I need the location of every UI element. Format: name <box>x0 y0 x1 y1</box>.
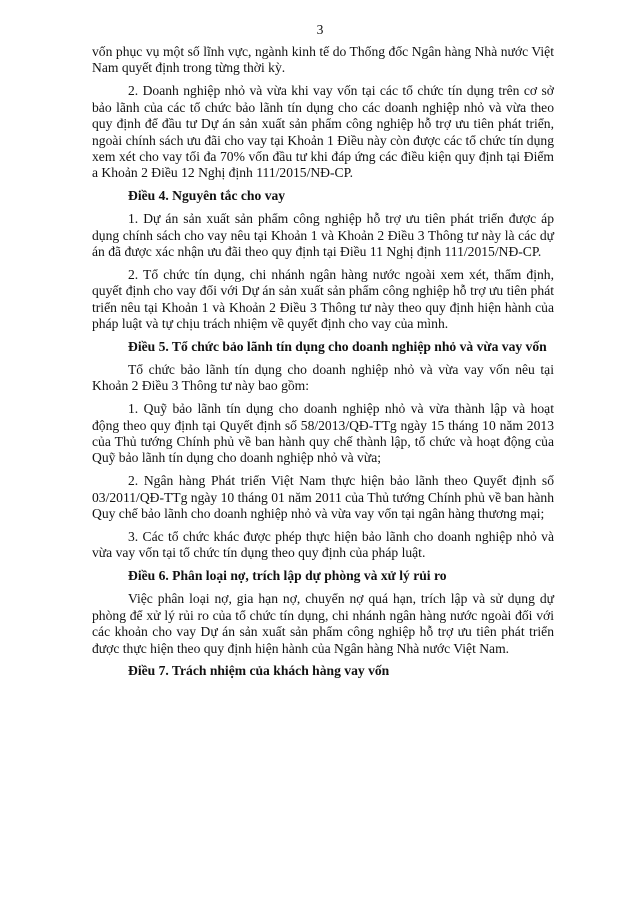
page-number: 3 <box>316 22 324 37</box>
paragraph: 2. Doanh nghiệp nhỏ và vừa khi vay vốn tại các tổ chức tín dụng trên cơ sở bảo lãnh của các tổ chức bảo lãnh tín dụng cho các doanh nghiệp nhỏ và vừa theo quy định để đầu tư Dự án sản xuất sản phẩm công nghiệp hỗ trợ ưu tiên phát triển, ngoài chính sách ưu đãi cho vay tại Khoản 1 Điều này còn được các tổ chức tín dụng xem xét cho vay tối đa 70% vốn đầu tư khi đáp ứng các điều kiện quy định tại Điểm a Khoản 2 Điều 12 Nghị định 111/2015/NĐ-CP. <box>92 83 554 181</box>
paragraph: Tổ chức bảo lãnh tín dụng cho doanh nghiệp nhỏ và vừa vay vốn nêu tại Khoản 2 Điều 3 Thông tư này bao gồm: <box>92 361 554 394</box>
paragraph: 2. Tổ chức tín dụng, chi nhánh ngân hàng nước ngoài xem xét, thẩm định, quyết định cho vay đối với Dự án sản xuất sản phẩm công nghiệp hỗ trợ ưu tiên phát triển nêu tại Khoản 1 và Khoản 2 Điều 3 Thông tư này theo quy định hiện hành của pháp luật và tự chịu trách nhiệm về quyết định cho vay của mình. <box>92 266 554 332</box>
paragraph: 1. Quỹ bảo lãnh tín dụng cho doanh nghiệp nhỏ và vừa thành lập và hoạt động theo quy định tại Quyết định số 58/2013/QĐ-TTg ngày 15 tháng 10 năm 2013 của Thủ tướng Chính phủ về ban hành quy chế thành lập, tổ chức và hoạt động của Quỹ bảo lãnh tín dụng cho doanh nghiệp nhỏ và vừa; <box>92 401 554 466</box>
document-body <box>92 44 554 686</box>
paragraph: vốn phục vụ một số lĩnh vực, ngành kinh tế do Thống đốc Ngân hàng Nhà nước Việt Nam quyết định trong từng thời kỳ. <box>92 44 554 76</box>
paragraph: 1. Dự án sản xuất sản phẩm công nghiệp hỗ trợ ưu tiên phát triển được áp dụng chính sách cho vay nêu tại Khoản 1 và Khoản 2 Điều 3 Thông tư này là các dự án đã được xác nhận ưu đãi theo quy định tại Điều 11 Nghị định 111/2015/NĐ-CP. <box>92 211 554 259</box>
paragraph: 3. Các tổ chức khác được phép thực hiện bảo lãnh cho doanh nghiệp nhỏ và vừa vay vốn tại tổ chức tín dụng theo quy định của pháp luật. <box>92 529 554 561</box>
article-heading: Điều 6. Phân loại nợ, trích lập dự phòng và xử lý rủi ro <box>128 568 447 584</box>
paragraph: 2. Ngân hàng Phát triển Việt Nam thực hiện bảo lãnh theo Quyết định số 03/2011/QĐ-TTg ngày 10 tháng 01 năm 2011 của Thủ tướng Chính phủ về ban hành Quy chế bảo lãnh cho doanh nghiệp nhỏ và vừa vay vốn tại ngân hàng thương mại; <box>92 473 554 522</box>
paragraph: Việc phân loại nợ, gia hạn nợ, chuyển nợ quá hạn, trích lập và sử dụng dự phòng để xử lý rủi ro của tổ chức tín dụng, chi nhánh ngân hàng nước ngoài đối với các khoản cho vay Dự án sản xuất sản phẩm công nghiệp hỗ trợ ưu tiên phát triển được thực hiện theo quy định hiện hành của Ngân hàng Nhà nước Việt Nam. <box>92 591 554 656</box>
article-heading: Điều 7. Trách nhiệm của khách hàng vay vốn <box>128 663 390 679</box>
article-heading: Điều 5. Tổ chức bảo lãnh tín dụng cho doanh nghiệp nhỏ và vừa vay vốn <box>128 339 547 354</box>
article-heading: Điều 4. Nguyên tắc cho vay <box>128 188 286 204</box>
